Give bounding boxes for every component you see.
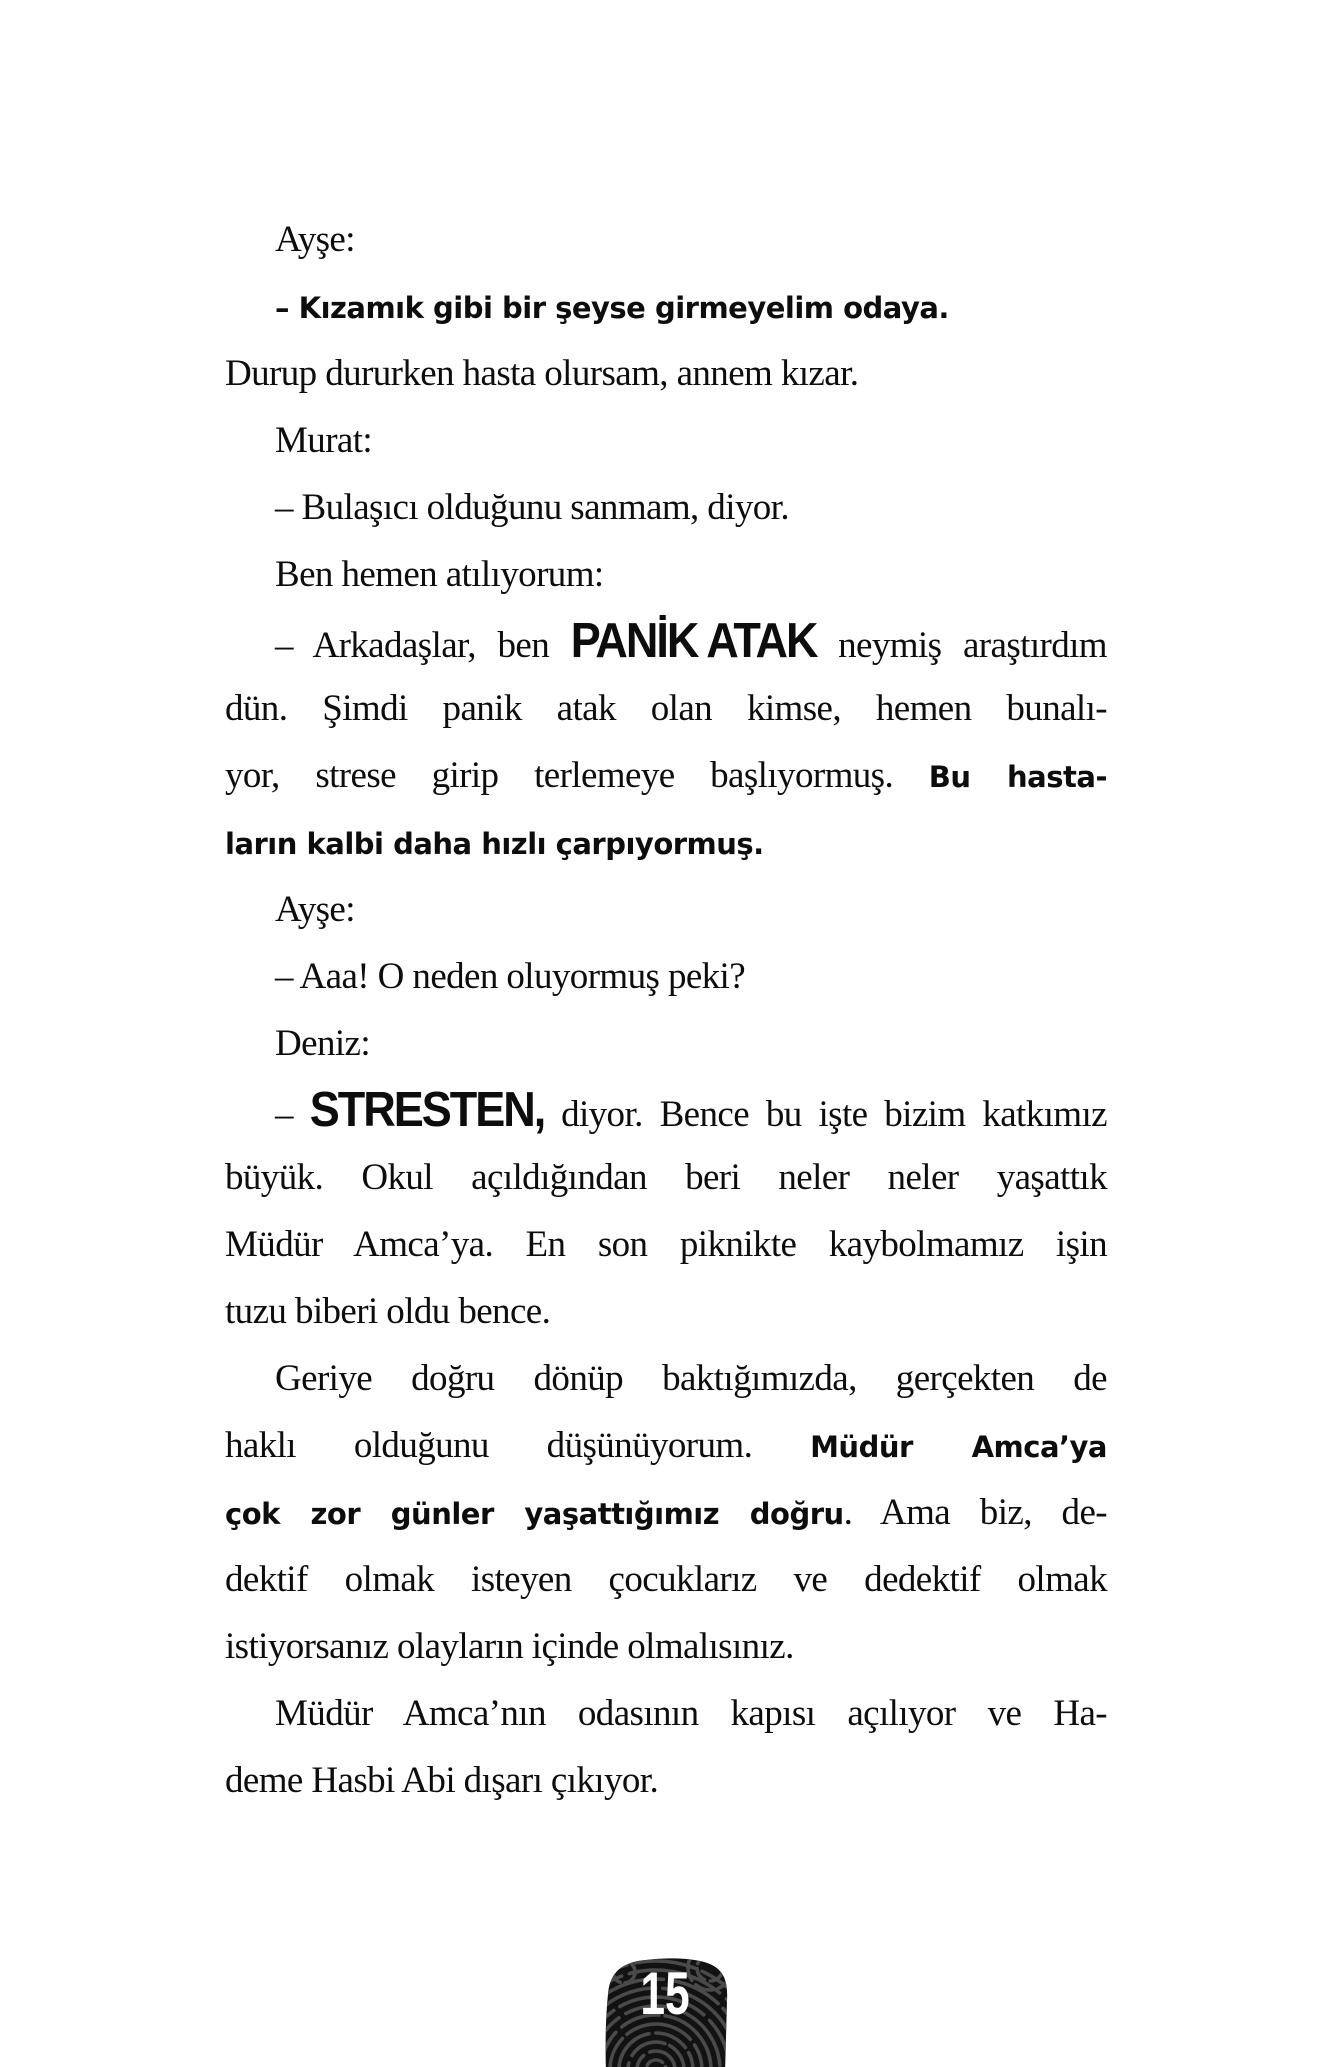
- text-segment-serif: – Aaa! O neden oluyormuş peki?: [275, 956, 746, 997]
- text-line-20: [225, 1479, 1107, 1546]
- text-segment-hand: Bu hasta-: [928, 760, 1107, 794]
- text-segment-serif: Müdür Amca’nın odasının kapısı açılıyor ve Ha-: [275, 1693, 1107, 1734]
- text-segment-caps: PANİK ATAK: [570, 611, 817, 669]
- text-segment-serif: büyük. Okul açıldığından beri neler neler yaşattık: [225, 1157, 1107, 1198]
- text-line-1: [275, 206, 1107, 273]
- text-line-19: [225, 1412, 1107, 1479]
- text-segment-serif: yor, strese girip terlemeye başlıyormuş.: [225, 755, 929, 796]
- text-line-21: [225, 1546, 1107, 1613]
- text-line-14: [275, 1077, 1107, 1144]
- text-line-5: [275, 474, 1107, 541]
- text-segment-hand: ların kalbi daha hızlı çarpıyormuş.: [225, 827, 764, 861]
- text-segment-serif: Durup dururken hasta olursam, annem kızar.: [225, 353, 859, 394]
- text-line-22: [225, 1613, 1107, 1680]
- text-segment-serif: Ayşe:: [275, 219, 355, 260]
- text-segment-serif: neymiş araştırdım: [816, 625, 1107, 666]
- text-segment-serif: dektif olmak isteyen çocuklarız ve dedektif olmak: [225, 1559, 1107, 1600]
- text-line-6: [275, 541, 1107, 608]
- text-line-17: [225, 1278, 1107, 1345]
- page-number: 15: [640, 1960, 690, 2028]
- text-line-16: [225, 1211, 1107, 1278]
- text-line-23: [275, 1680, 1107, 1747]
- text-line-18: [275, 1345, 1107, 1412]
- text-segment-serif: . Ama biz, de-: [843, 1492, 1107, 1533]
- text-segment-serif: dün. Şimdi panik atak olan kimse, hemen bunalı-: [225, 688, 1107, 729]
- text-segment-serif: Müdür Amca’ya. En son piknikte kaybolmamız işin: [225, 1224, 1107, 1265]
- text-line-10: [225, 809, 1107, 876]
- text-line-4: [275, 407, 1107, 474]
- text-line-9: [225, 742, 1107, 809]
- text-segment-serif: – Arkadaşlar, ben: [275, 625, 571, 666]
- text-line-12: [275, 943, 1107, 1010]
- text-segment-serif: –: [275, 1094, 310, 1135]
- text-segment-hand: – Kızamık gibi bir şeyse girmeyelim odaya.: [275, 291, 949, 325]
- text-block: [225, 206, 1107, 1856]
- text-segment-serif: Murat:: [275, 420, 373, 461]
- text-segment-serif: haklı olduğunu düşünüyorum.: [225, 1425, 811, 1466]
- text-segment-hand: Müdür Amca’ya: [810, 1430, 1107, 1464]
- page-number-badge: [598, 1952, 733, 2067]
- text-line-3: [225, 340, 1107, 407]
- text-segment-serif: tuzu biberi oldu bence.: [225, 1291, 551, 1332]
- text-segment-serif: Ben hemen atılıyorum:: [275, 554, 604, 595]
- text-segment-caps: STRESTEN,: [309, 1080, 545, 1138]
- text-line-15: [225, 1144, 1107, 1211]
- text-line-11: [275, 876, 1107, 943]
- text-segment-serif: diyor. Bence bu işte bizim katkımız: [544, 1094, 1107, 1135]
- text-segment-serif: deme Hasbi Abi dışarı çıkıyor.: [225, 1760, 659, 1801]
- text-segment-serif: – Bulaşıcı olduğunu sanmam, diyor.: [275, 487, 790, 528]
- text-line-7: [275, 608, 1107, 675]
- text-segment-serif: Ayşe:: [275, 889, 355, 930]
- text-line-13: [275, 1010, 1107, 1077]
- text-segment-hand: çok zor günler yaşattığımız doğru: [225, 1497, 844, 1531]
- text-segment-serif: Geriye doğru dönüp baktığımızda, gerçekten de: [275, 1358, 1107, 1399]
- text-line-8: [225, 675, 1107, 742]
- text-line-2: [275, 273, 1107, 340]
- text-segment-serif: Deniz:: [275, 1023, 371, 1064]
- text-line-24: [225, 1747, 1107, 1814]
- text-segment-serif: istiyorsanız olayların içinde olmalısınız.: [225, 1626, 794, 1667]
